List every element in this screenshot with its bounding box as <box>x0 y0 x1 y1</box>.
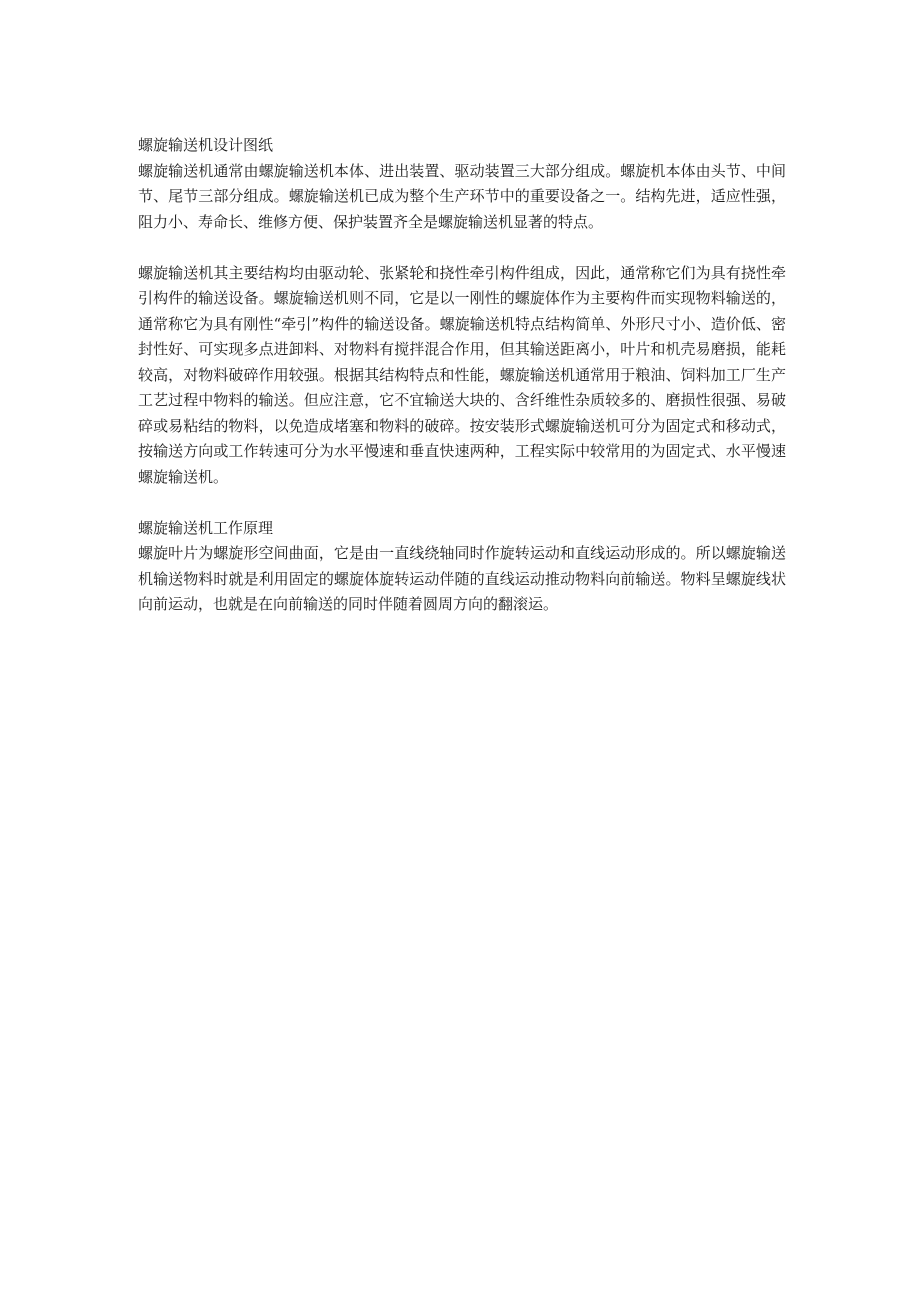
document-body <box>138 133 786 618</box>
principle-heading: 螺旋输送机工作原理 <box>138 518 274 537</box>
intro-paragraph: 螺旋输送机通常由螺旋输送机本体、进出装置、驱动装置三大部分组成。螺旋机本体由头节、中间节、尾节三部分组成。螺旋输送机已成为整个生产环节中的重要设备之一。结构先进，适应性强，阻力小、寿命长、维修方便、保护装置齐全是螺旋输送机显著的特点。 <box>138 161 786 231</box>
principle-paragraph: 螺旋叶片为螺旋形空间曲面，它是由一直线绕轴同时作旋转运动和直线运动形成的。所以螺旋输送机输送物料时就是利用固定的螺旋体旋转运动伴随的直线运动推动物料向前输送。物料呈螺旋线状向前运动，也就是在向前输送的同时伴随着圆周方向的翻滚运。 <box>138 544 786 613</box>
document-title: 螺旋输送机设计图纸 <box>138 136 274 154</box>
paragraph-gap <box>138 490 786 516</box>
structure-paragraph: 螺旋输送机其主要结构均由驱动轮、张紧轮和挠性牵引构件组成，因此，通常称它们为具有挠性牵引构件的输送设备。螺旋输送机则不同，它是以一刚性的螺旋体作为主要构件而实现物料输送的，通常称它为具有刚性“牵引”构件的输送设备。螺旋输送机特点结构简单、外形尺寸小、造价低、密封性好、可实现多点进卸料、对物料有搅拌混合作用，但其输送距离小，叶片和机壳易磨损，能耗较高，对物料破碎作用较强。根据其结构特点和性能，螺旋输送机通常用于粮油、饲料加工厂生产工艺过程中物料的输送。但应注意，它不宜输送大块的、含纤维性杂质较多的、磨损性很强、易破碎或易粘结的物料，以免造成堵塞和物料的破碎。按安装形式螺旋输送机可分为固定式和移动式，按输送方向或工作转速可分为水平慢速和垂直快速两种，工程实际中较常用的为固定式、水平慢速螺旋输送机。 <box>138 263 786 486</box>
paragraph-gap <box>138 235 786 261</box>
